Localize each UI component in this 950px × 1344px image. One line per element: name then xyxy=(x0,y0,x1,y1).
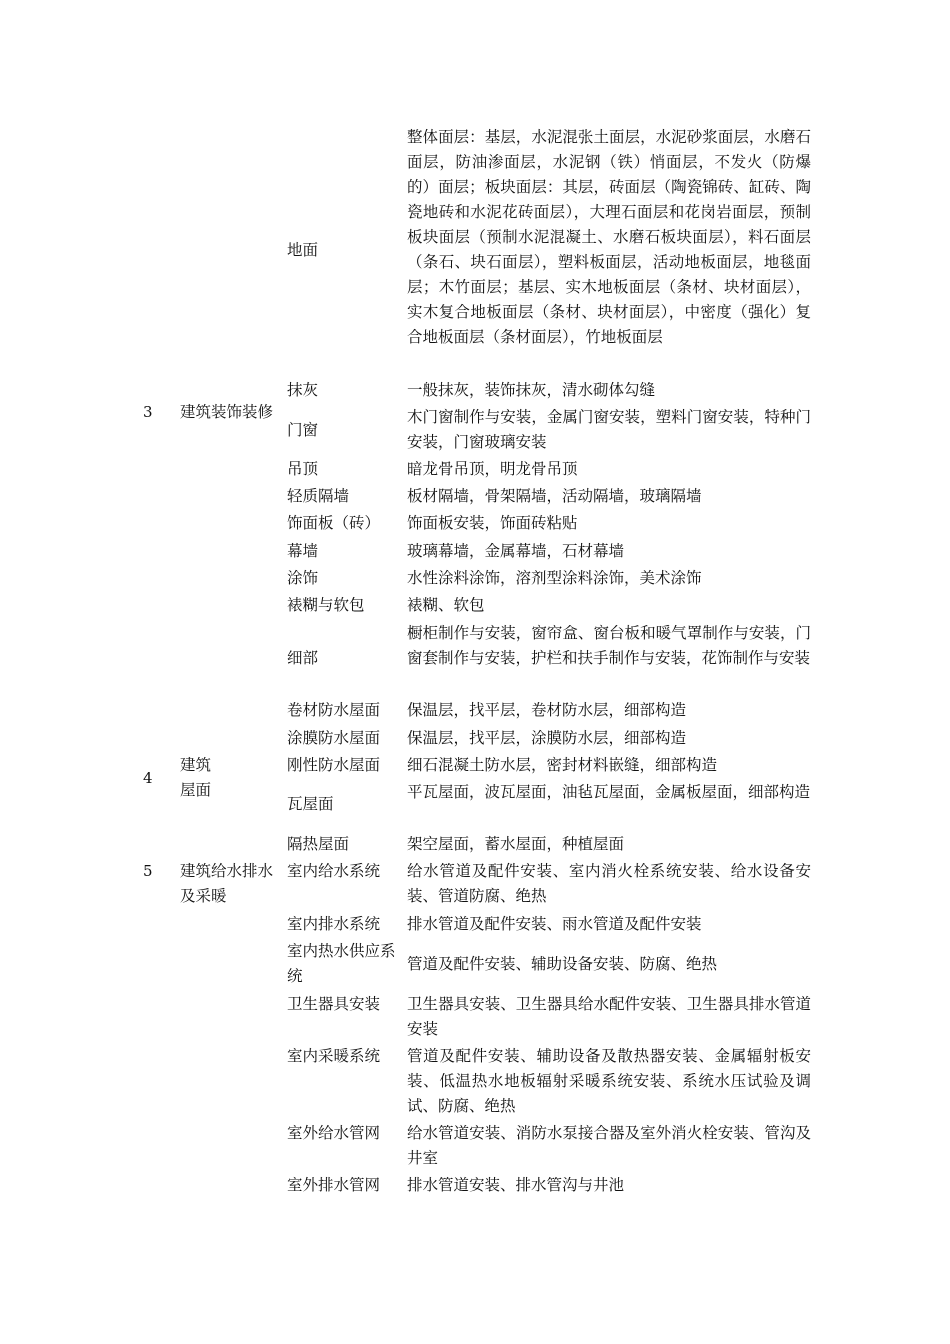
subitem-name: 室内采暖系统 xyxy=(287,1047,381,1065)
subitem-name: 轻质隔墙 xyxy=(287,487,350,505)
subitem-description: 给水管道安装、消防水泵接合器及室外消火栓安装、管沟及井室 xyxy=(407,1124,811,1167)
subitem-description: 排水管道安装、排水管沟与井池 xyxy=(407,1176,625,1194)
subitem-name: 室内排水系统 xyxy=(287,915,381,933)
subitem-description: 保温层，找平层，卷材防水层，细部构造 xyxy=(407,701,687,719)
subitem-name: 涂饰 xyxy=(287,569,319,587)
subitem-name: 室内热水供应系统 xyxy=(287,942,396,985)
group-number: 4 xyxy=(143,769,153,787)
subitem-description: 保温层，找平层，涂膜防水层，细部构造 xyxy=(407,729,687,747)
subitem-name: 细部 xyxy=(287,649,319,667)
subitem-description: 裱糊、软包 xyxy=(407,596,485,614)
subitem-description: 一般抹灰，装饰抹灰，清水砌体勾缝 xyxy=(407,381,656,399)
subitem-name: 地面 xyxy=(287,241,319,259)
subitem-description: 给水管道及配件安装、室内消火栓系统安装、给水设备安装、管道防腐、绝热 xyxy=(407,862,811,905)
subitem-name: 瓦屋面 xyxy=(287,795,334,813)
subitem-description: 平瓦屋面，波瓦屋面，油毡瓦屋面，金属板屋面，细部构造 xyxy=(407,783,811,801)
subitem-description: 管道及配件安装、辅助设备及散热器安装、金属辐射板安装、低温热水地板辐射采暖系统安装、系统水压试验及调试、防腐、绝热 xyxy=(407,1047,811,1115)
subitem-name: 吊顶 xyxy=(287,460,319,478)
subitem-description: 细石混凝土防水层，密封材料嵌缝，细部构造 xyxy=(407,756,718,774)
subitem-description: 管道及配件安装、辅助设备安装、防腐、绝热 xyxy=(407,955,718,973)
subitem-description: 排水管道及配件安装、雨水管道及配件安装 xyxy=(407,915,702,933)
subitem-name: 幕墙 xyxy=(287,542,319,560)
subitem-name: 隔热屋面 xyxy=(287,835,350,853)
subitem-name: 刚性防水屋面 xyxy=(287,756,381,774)
subitem-description: 整体面层：基层，水泥混张土面层，水泥砂浆面层，水磨石面层，防油渗面层，水泥钢（铁）悄面层，不发火（防爆的）面层；板块面层：其层，砖面层（陶瓷锦砖、缸砖、陶瓷地砖和水泥花砖面层），大理石面层和花岗岩面层，预制板块面层（预制水泥混凝土、水磨石板块面层），料石面层（条石、块石面层），塑料板面层，活动地板面层，地毯面层；木竹面层；基层、实木地板面层（条材、块材面层），实木复合地板面层（条材、块材面层），中密度（强化）复合地板面层（条材面层），竹地板面层 xyxy=(407,128,811,346)
group-category: 建筑屋面 xyxy=(180,756,212,799)
subitem-description: 橱柜制作与安装，窗帘盒、窗台板和暖气罩制作与安装，门窗套制作与安装，护栏和扶手制作与安装，花饰制作与安装 xyxy=(407,624,811,667)
group-category: 建筑给水排水及采暖 xyxy=(180,862,274,905)
subitem-name: 室外排水管网 xyxy=(287,1176,381,1194)
subitem-name: 饰面板（砖） xyxy=(287,514,381,532)
subitem-description: 板材隔墙，骨架隔墙，活动隔墙，玻璃隔墙 xyxy=(407,487,702,505)
subitem-name: 卷材防水屋面 xyxy=(287,701,381,719)
subitem-name: 裱糊与软包 xyxy=(287,596,365,614)
subitem-name: 室内给水系统 xyxy=(287,862,381,880)
subitem-description: 架空屋面，蓄水屋面，种植屋面 xyxy=(407,835,625,853)
group-number: 5 xyxy=(143,862,153,880)
subitem-description: 饰面板安装，饰面砖粘贴 xyxy=(407,514,578,532)
subitem-description: 暗龙骨吊顶，明龙骨吊顶 xyxy=(407,460,578,478)
subitem-name: 门窗 xyxy=(287,421,319,439)
subitem-name: 卫生器具安装 xyxy=(287,995,381,1013)
subitem-name: 室外给水管网 xyxy=(287,1124,381,1142)
subitem-name: 涂膜防水屋面 xyxy=(287,729,381,747)
subitem-description: 水性涂料涂饰，溶剂型涂料涂饰，美术涂饰 xyxy=(407,569,702,587)
subitem-name: 抹灰 xyxy=(287,381,319,399)
subitem-description: 木门窗制作与安装，金属门窗安装，塑料门窗安装，特种门安装，门窗玻璃安装 xyxy=(407,408,811,451)
group-category: 建筑装饰装修 xyxy=(180,403,274,421)
group-number: 3 xyxy=(143,403,153,421)
subitem-description: 玻璃幕墙，金属幕墙，石材幕墙 xyxy=(407,542,625,560)
subitem-description: 卫生器具安装、卫生器具给水配件安装、卫生器具排水管道安装 xyxy=(407,995,811,1038)
